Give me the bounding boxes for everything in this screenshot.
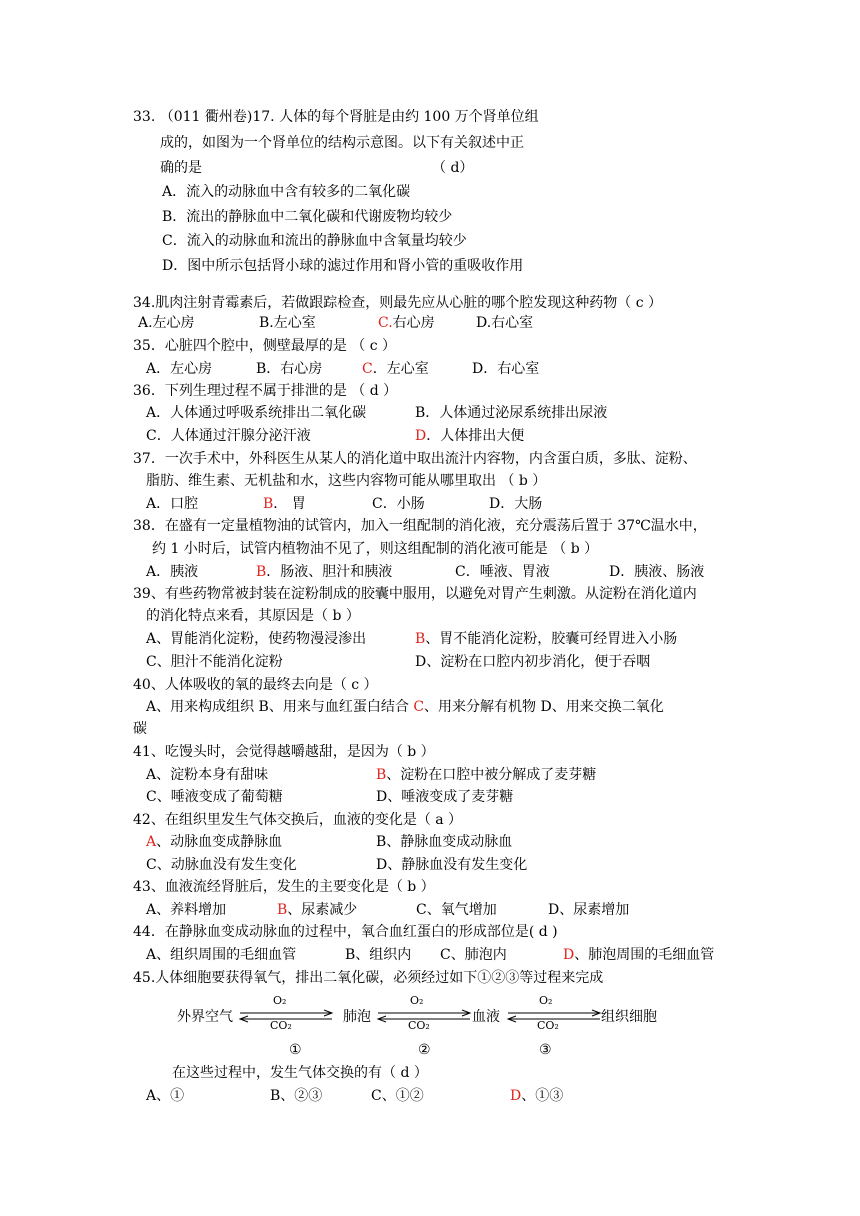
q43-option-b-text: 、尿素减少 [287, 902, 358, 918]
q37-option-b-text: ． 胃 [273, 496, 306, 512]
arrow2-bottom-label: CO₂ [408, 1019, 430, 1032]
q45-option-a: A、① [146, 1088, 185, 1104]
q38-option-b-text: ．肠液、胆汁和胰液 [266, 564, 393, 580]
q42-option-b: B、静脉血变成动脉血 [376, 834, 513, 850]
q35-option-b: B．右心房 [256, 361, 323, 377]
q40-stem: 40、人体吸收的氧的最终去向是（ c ） [133, 677, 378, 693]
q35-option-c-letter: C [362, 361, 373, 377]
q41-option-b-text: 、淀粉在口腔中被分解成了麦芽糖 [386, 767, 597, 783]
arrow1-top-label: O₂ [273, 994, 287, 1007]
q36-option-b: B．人体通过泌尿系统排出尿液 [415, 405, 608, 421]
q40-options [146, 697, 664, 717]
q44-option-b: B、组织内 [345, 947, 412, 963]
q45-question: 在这些过程中，发生气体交换的有（ d ） [172, 1065, 428, 1081]
q34-option-a: A.左心房 [138, 315, 195, 331]
q38-stem-line2: 约 1 小时后，试管内植物油不见了，则这组配制的消化液可能是 （ b ） [152, 541, 599, 557]
q39-option-b-letter: B [415, 631, 426, 647]
q44-option-d [563, 945, 714, 965]
q36-option-d-letter: D [415, 428, 427, 444]
q40-options-wrap: 碳 [133, 721, 147, 737]
q39-option-a: A、胃能消化淀粉，使药物漫浸渗出 [146, 631, 367, 647]
q39-stem-line1: 39、有些药物常被封装在淀粉制成的胶囊中服用，以避免对胃产生刺激。从淀粉在消化道内 [133, 586, 697, 602]
q44-option-d-letter: D [563, 947, 575, 963]
q39-option-b-text: 、胃不能消化淀粉，胶囊可经胃进入小肠 [425, 631, 678, 647]
q38-option-a: A．胰液 [146, 564, 199, 580]
q34-option-c-text: 右心房 [392, 315, 435, 331]
q36-option-a: A．人体通过呼吸系统排出二氧化碳 [146, 405, 367, 421]
q35-option-d: D．右心室 [472, 361, 540, 377]
q45-stem: 45.人体细胞要获得氧气，排出二氧化碳，必须经过如下①②③等过程来完成 [133, 970, 604, 986]
q38-option-b-letter: B [256, 564, 267, 580]
q37-stem-line2: 脂肪、维生素、无机盐和水，这些内容物可能从哪里取出 （ b ） [146, 473, 547, 489]
node-alveoli: 肺泡 [343, 1009, 371, 1025]
q39-option-b [415, 629, 677, 649]
q38-option-b [256, 562, 392, 582]
q42-stem: 42、在组织里发生气体交换后，血液的变化是（ a ） [133, 812, 463, 828]
q33-stem-line1: 33. （011 衢州卷)17. 人体的每个肾脏是由约 100 万个肾单位组 [133, 109, 539, 125]
q43-option-b [277, 900, 357, 920]
q36-stem: 36．下列生理过程不属于排泄的是 （ d ） [133, 383, 398, 399]
q40-options-c-d: 、用来分解有机物 D、用来交换二氧化 [424, 699, 664, 715]
q41-option-b [376, 765, 596, 785]
q42-option-a-text: 、动脉血变成静脉血 [156, 834, 283, 850]
q34-stem: 34.肌肉注射青霉素后，若做跟踪检查，则最先应从心脏的哪个腔发现这种药物（ c ） [133, 295, 663, 311]
q37-option-b-letter: B [263, 496, 274, 512]
arrow3-number: ③ [539, 1042, 552, 1058]
node-blood: 血液 [472, 1009, 500, 1025]
q40-option-c-letter: C [413, 699, 425, 715]
q43-option-a: A、养料增加 [146, 902, 227, 918]
q44-stem: 44．在静脉血变成动脉血的过程中，氧合血红蛋白的形成部位是( d ) [133, 924, 558, 940]
q33-stem-line2: 成的，如图为一个肾单位的结构示意图。以下有关叙述中正 [160, 135, 524, 151]
q33-option-d: D．图中所示包括肾小球的滤过作用和肾小管的重吸收作用 [162, 258, 524, 274]
node-tissue-cells: 组织细胞 [601, 1009, 657, 1025]
q38-option-d: D．胰液、肠液 [609, 564, 705, 580]
q41-stem: 41、吃馒头时，会觉得越嚼越甜，是因为（ b ） [133, 744, 435, 760]
arrow1-bottom-label: CO₂ [270, 1019, 292, 1032]
q36-option-d-text: ．人体排出大便 [426, 428, 525, 444]
q38-option-c: C．唾液、胃液 [455, 564, 550, 580]
q35-stem: 35．心脏四个腔中，侧壁最厚的是 （ c ） [133, 338, 397, 354]
arrow2-number: ② [418, 1042, 431, 1058]
arrow1-number: ① [289, 1042, 302, 1058]
q34-option-c-letter: C. [378, 315, 393, 331]
q42-option-d: D、静脉血没有发生变化 [376, 857, 528, 873]
q42-option-c: C、动脉血没有发生变化 [146, 857, 297, 873]
q41-option-b-letter: B [376, 767, 387, 783]
q41-option-a: A、淀粉本身有甜味 [146, 767, 269, 783]
q33-option-c: C．流入的动脉血和流出的静脉血中含氧量均较少 [162, 233, 467, 249]
q34-option-b: B.左心室 [259, 315, 316, 331]
q39-option-d: D、淀粉在口腔内初步消化，便于吞咽 [415, 654, 651, 670]
q36-option-c: C．人体通过汗腺分泌汗液 [146, 428, 311, 444]
q44-option-c: C、肺泡内 [440, 947, 507, 963]
q45-option-c: C、①② [371, 1088, 424, 1104]
q37-option-a: A．口腔 [146, 496, 199, 512]
q35-option-a: A．左心房 [146, 361, 213, 377]
q39-stem-line2: 的消化特点来看，其原因是（ b ） [146, 608, 360, 624]
arrow3-bottom-label: CO₂ [537, 1019, 559, 1032]
q35-option-c [362, 359, 429, 379]
q45-option-d-text: 、①③ [521, 1088, 564, 1104]
q44-option-d-text: 、肺泡周围的毛细血管 [574, 947, 715, 963]
q45-option-b: B、②③ [270, 1088, 323, 1104]
arrow3-top-label: O₂ [539, 994, 553, 1007]
q33-option-a: A．流入的动脉血中含有较多的二氧化碳 [162, 184, 411, 200]
node-outside-air: 外界空气 [177, 1009, 233, 1025]
q43-stem: 43、血液流经肾脏后，发生的主要变化是（ b ） [133, 879, 435, 895]
q41-option-c: C、唾液变成了葡萄糖 [146, 789, 283, 805]
q33-option-b: B．流出的静脉血中二氧化碳和代谢废物均较少 [162, 209, 453, 225]
q45-option-d [510, 1086, 563, 1106]
arrow2-top-label: O₂ [410, 994, 424, 1007]
q37-option-c: C．小肠 [372, 496, 425, 512]
q41-option-d: D、唾液变成了麦芽糖 [376, 789, 514, 805]
q43-option-d: D、尿素增加 [548, 902, 630, 918]
q37-option-d: D．大肠 [489, 496, 543, 512]
q35-option-c-text: ．左心室 [372, 361, 429, 377]
q43-option-c: C、氧气增加 [416, 902, 497, 918]
q45-option-d-letter: D [510, 1088, 522, 1104]
q34-option-c [378, 313, 435, 333]
q39-option-c: C、胆汁不能消化淀粉 [146, 654, 283, 670]
q33-answer: （ d） [432, 160, 474, 176]
q42-option-a-letter: A [146, 834, 157, 850]
q40-options-a-b: A、用来构成组织 B、用来与血红蛋白结合 [146, 699, 414, 715]
q33-stem-line3: 确的是 [160, 160, 202, 176]
q37-option-b [263, 494, 306, 514]
q44-option-a: A、组织周围的毛细血管 [146, 947, 297, 963]
q36-option-d [415, 426, 524, 446]
q38-stem-line1: 38．在盛有一定量植物油的试管内，加入一组配制的消化液，充分震荡后置于 37℃温水中， [133, 518, 707, 534]
q34-option-d: D.右心室 [476, 315, 534, 331]
q43-option-b-letter: B [277, 902, 288, 918]
q42-option-a [146, 832, 282, 852]
q37-stem-line1: 37．一次手术中，外科医生从某人的消化道中取出流汁内容物，内含蛋白质，多肽、淀粉、 [133, 451, 697, 467]
